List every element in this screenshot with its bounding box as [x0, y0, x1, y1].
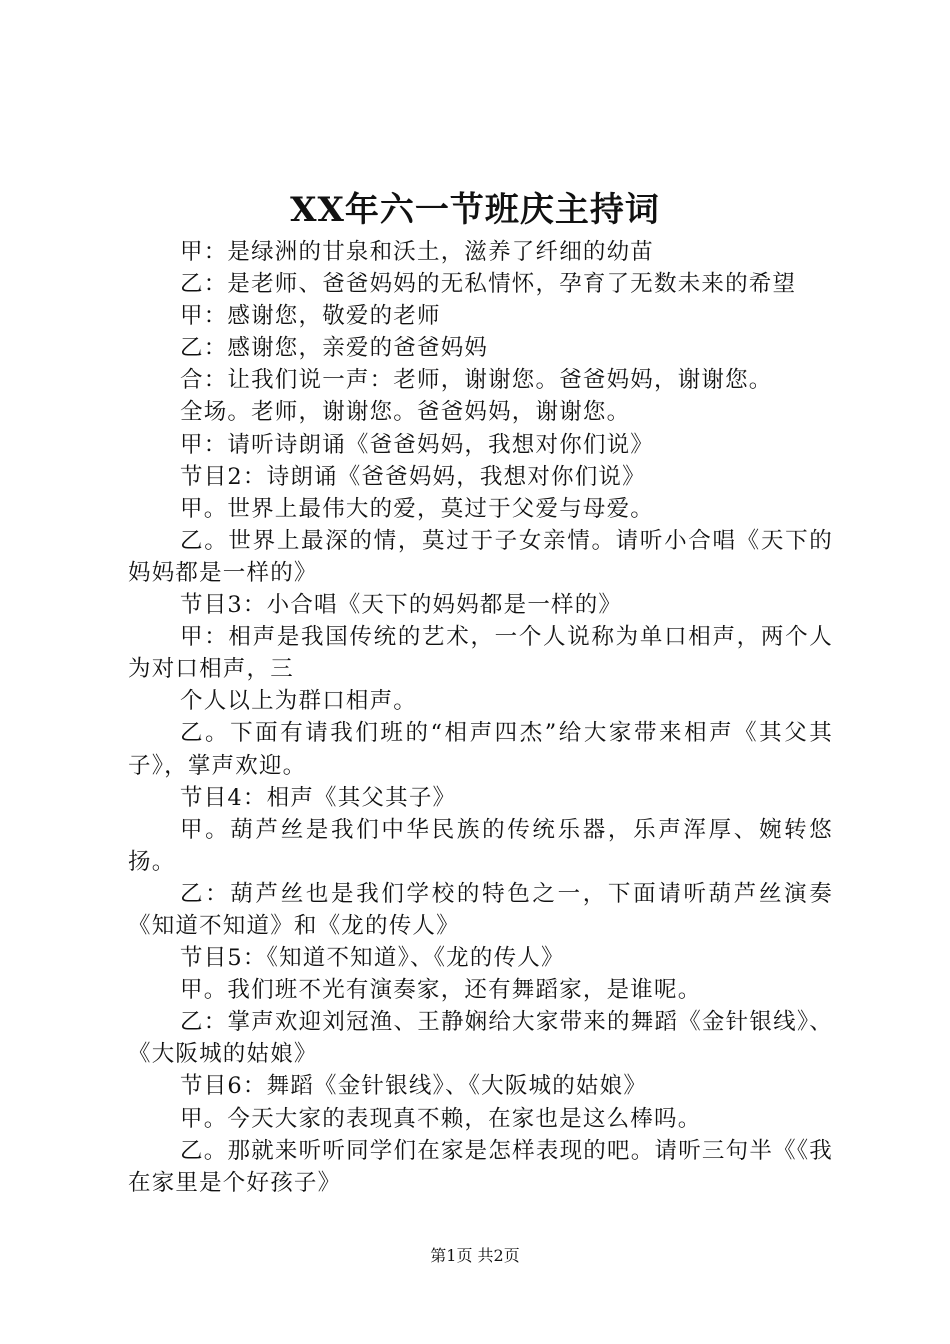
paragraph: 节目6：舞蹈《金针银线》、《大阪城的姑娘》 — [180, 1073, 648, 1100]
paragraph: 甲：请听诗朗诵《爸爸妈妈，我想对你们说》 — [180, 431, 655, 458]
paragraph: 甲：是绿洲的甘泉和沃土，滋养了纤细的幼苗 — [180, 239, 655, 265]
paragraph: 节目5：《知道不知道》、《龙的传人》 — [180, 945, 565, 972]
paragraph: 全场。老师，谢谢您。爸爸妈妈，谢谢您。 — [180, 399, 631, 426]
paragraph: 甲。葫芦丝是我们中华民族的传统乐器，乐声浑厚、婉转悠扬。 — [128, 816, 833, 875]
paragraph: 乙。世界上最深的情，莫过于子女亲情。请听小合唱《天下的妈妈都是一样的》 — [128, 527, 833, 586]
paragraph: 甲。世界上最伟大的爱，莫过于父爱与母爱。 — [180, 495, 655, 522]
paragraph: 甲。我们班不光有演奏家，还有舞蹈家，是谁呢。 — [180, 977, 702, 1004]
document-title: XX年六一节班庆主持词 — [290, 190, 660, 230]
paragraph: 节目2：诗朗诵《爸爸妈妈，我想对你们说》 — [180, 463, 646, 490]
paragraph: 乙：是老师、爸爸妈妈的无私情怀，孕育了无数未来的希望 — [180, 271, 797, 298]
paragraph: 节目3：小合唱《天下的妈妈都是一样的》 — [180, 592, 623, 619]
paragraph: 节目4：相声《其父其子》 — [180, 784, 457, 811]
paragraph: 个人以上为群口相声。 — [180, 688, 418, 715]
paragraph: 乙。下面有请我们班的“相声四杰”给大家带来相声《其父其子》，掌声欢迎。 — [128, 720, 833, 779]
paragraph: 乙：葫芦丝也是我们学校的特色之一，下面请听葫芦丝演奏《知道不知道》和《龙的传人》 — [128, 880, 833, 939]
paragraph: 乙：掌声欢迎刘冠渔、王静娴给大家带来的舞蹈《金针银线》、《大阪城的姑娘》 — [128, 1009, 833, 1068]
paragraph: 甲。今天大家的表现真不赖，在家也是这么棒吗。 — [180, 1105, 702, 1132]
document-body — [128, 236, 833, 1199]
paragraph: 甲：感谢您，敬爱的老师 — [180, 303, 441, 330]
paragraph: 甲：相声是我国传统的艺术，一个人说称为单口相声，两个人为对口相声，三 — [128, 624, 833, 683]
paragraph: 乙。那就来听听同学们在家是怎样表现的吧。请听三句半《《我在家里是个好孩子》 — [128, 1137, 833, 1196]
page-footer: 第1页 共2页 — [430, 1246, 520, 1265]
paragraph: 合：让我们说一声：老师，谢谢您。爸爸妈妈，谢谢您。 — [180, 367, 773, 394]
paragraph: 乙：感谢您，亲爱的爸爸妈妈 — [180, 335, 489, 362]
